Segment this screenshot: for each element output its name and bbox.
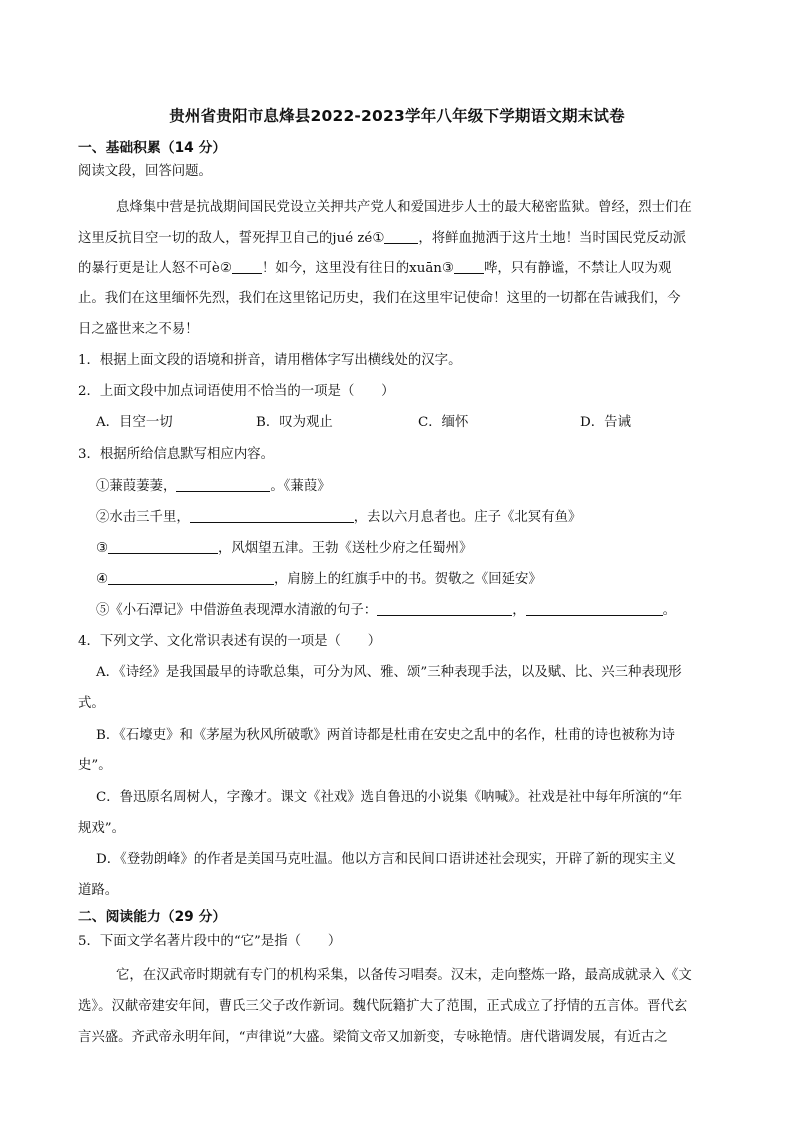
- option-c[interactable]: C．缅怀: [418, 415, 469, 430]
- question-5: 5．下面文学名著片段中的“它”是指（ ）: [78, 934, 342, 949]
- option-d[interactable]: D．告诫: [580, 415, 631, 430]
- q4-option-d[interactable]: D．《登勃朗峰》的作者是美国马克吐温。他以方言和民间口语讲述社会现实，开辟了新的现实主义: [96, 852, 676, 867]
- recite-item-1: ①蒹葭萋萋， 。《蒹葭》: [96, 479, 331, 494]
- question-2: 2．上面文段中加点词语使用不恰当的一项是（ ）: [78, 384, 395, 399]
- recite-blank-1[interactable]: [176, 477, 270, 492]
- recite-blank-5a[interactable]: [377, 601, 512, 616]
- passage-line-1: 息烽集中营是抗战期间国民党设立关押共产党人和爱国进步人士的最大秘密监狱。曾经，烈士们在: [116, 200, 692, 215]
- section1-intro: 阅读文段，回答问题。: [78, 164, 212, 179]
- recite-item-2: ②水击三千里， ，去以六月息者也。庄子《北冥有鱼》: [96, 510, 582, 525]
- recite-blank-2[interactable]: [190, 508, 354, 523]
- q5-passage-line-1: 它，在汉武帝时期就有专门的机构采集，以备传习唱奏。汉末，走向整炼一路，最高成就录入《文: [116, 968, 692, 983]
- q4-option-b[interactable]: B．《石壕吏》和《茅屋为秋风所破歌》两首诗都是杜甫在安史之乱中的名作，杜甫的诗也被称为诗: [96, 728, 675, 743]
- passage-line-4: 止。我们在这里缅怀先烈，我们在这里铭记历史，我们在这里牢记使命！这里的一切都在告诫我们，今: [78, 291, 681, 306]
- page-title: 贵州省贵阳市息烽县2022-2023学年八年级下学期语文期末试卷: [169, 107, 625, 125]
- recite-blank-3[interactable]: [108, 539, 218, 554]
- q4-option-b-cont: 史”。: [78, 758, 112, 773]
- question-4: 4．下列文学、文化常识表述有误的一项是（ ）: [78, 634, 382, 649]
- recite-item-4: ④ ，肩膀上的红旗手中的书。贺敬之《回延安》: [96, 572, 542, 587]
- option-b[interactable]: B．叹为观止: [256, 415, 333, 430]
- passage-line-2: 这里反抗目空一切的敌人，誓死捍卫自己的jué zé① ，将鲜血抛洒于这片土地！当时国民党反动派: [78, 231, 687, 246]
- recite-item-3: ③ ，风烟望五津。王勃《送杜少府之任蜀州》: [96, 541, 473, 556]
- recite-blank-4[interactable]: [108, 570, 274, 585]
- passage-line-3: 的暴行更是让人怒不可è② ！如今，这里没有往日的xuān③ 哗，只有静谧，不禁让人叹为观: [78, 261, 672, 276]
- q4-option-c[interactable]: C．鲁迅原名周树人，字豫才。课文《社戏》选自鲁迅的小说集《呐喊》。社戏是社中每年所演的“年: [96, 790, 683, 805]
- question-1: 1．根据上面文段的语境和拼音，请用楷体字写出横线处的汉字。: [78, 353, 462, 368]
- section1-heading: 一、基础积累（14 分）: [78, 140, 227, 156]
- recite-item-5: ⑤《小石潭记》中借游鱼表现潭水清澈的句子： ， 。: [96, 603, 676, 618]
- blank-3[interactable]: [454, 259, 484, 274]
- q4-option-a-cont: 式。: [78, 696, 105, 711]
- blank-2[interactable]: [232, 259, 262, 274]
- question-2-options: [96, 414, 631, 432]
- recite-blank-5b[interactable]: [526, 601, 663, 616]
- q4-option-c-cont: 规戏”。: [78, 821, 126, 836]
- blank-1[interactable]: [384, 229, 418, 244]
- passage-line-5: 日之盛世来之不易！: [78, 322, 199, 337]
- section2-heading: 二、阅读能力（29 分）: [78, 909, 227, 925]
- question-3: 3．根据所给信息默写相应内容。: [78, 447, 274, 462]
- q4-option-a[interactable]: A．《诗经》是我国最早的诗歌总集，可分为风、雅、颂”三种表现手法，以及赋、比、兴三种表现形: [96, 665, 682, 680]
- q5-passage-line-3: 言兴盛。齐武帝永明年间，“声律说”大盛。梁简文帝又加新变，专咏艳情。唐代谐调发展，有近古之: [78, 1030, 668, 1045]
- q4-option-d-cont: 道路。: [78, 883, 119, 898]
- option-a[interactable]: A．目空一切: [96, 415, 173, 430]
- q5-passage-line-2: 选》。汉献帝建安年间，曹氏三父子改作新词。魏代阮籍扩大了范围，正式成立了抒情的五言体。晋代玄: [78, 999, 688, 1014]
